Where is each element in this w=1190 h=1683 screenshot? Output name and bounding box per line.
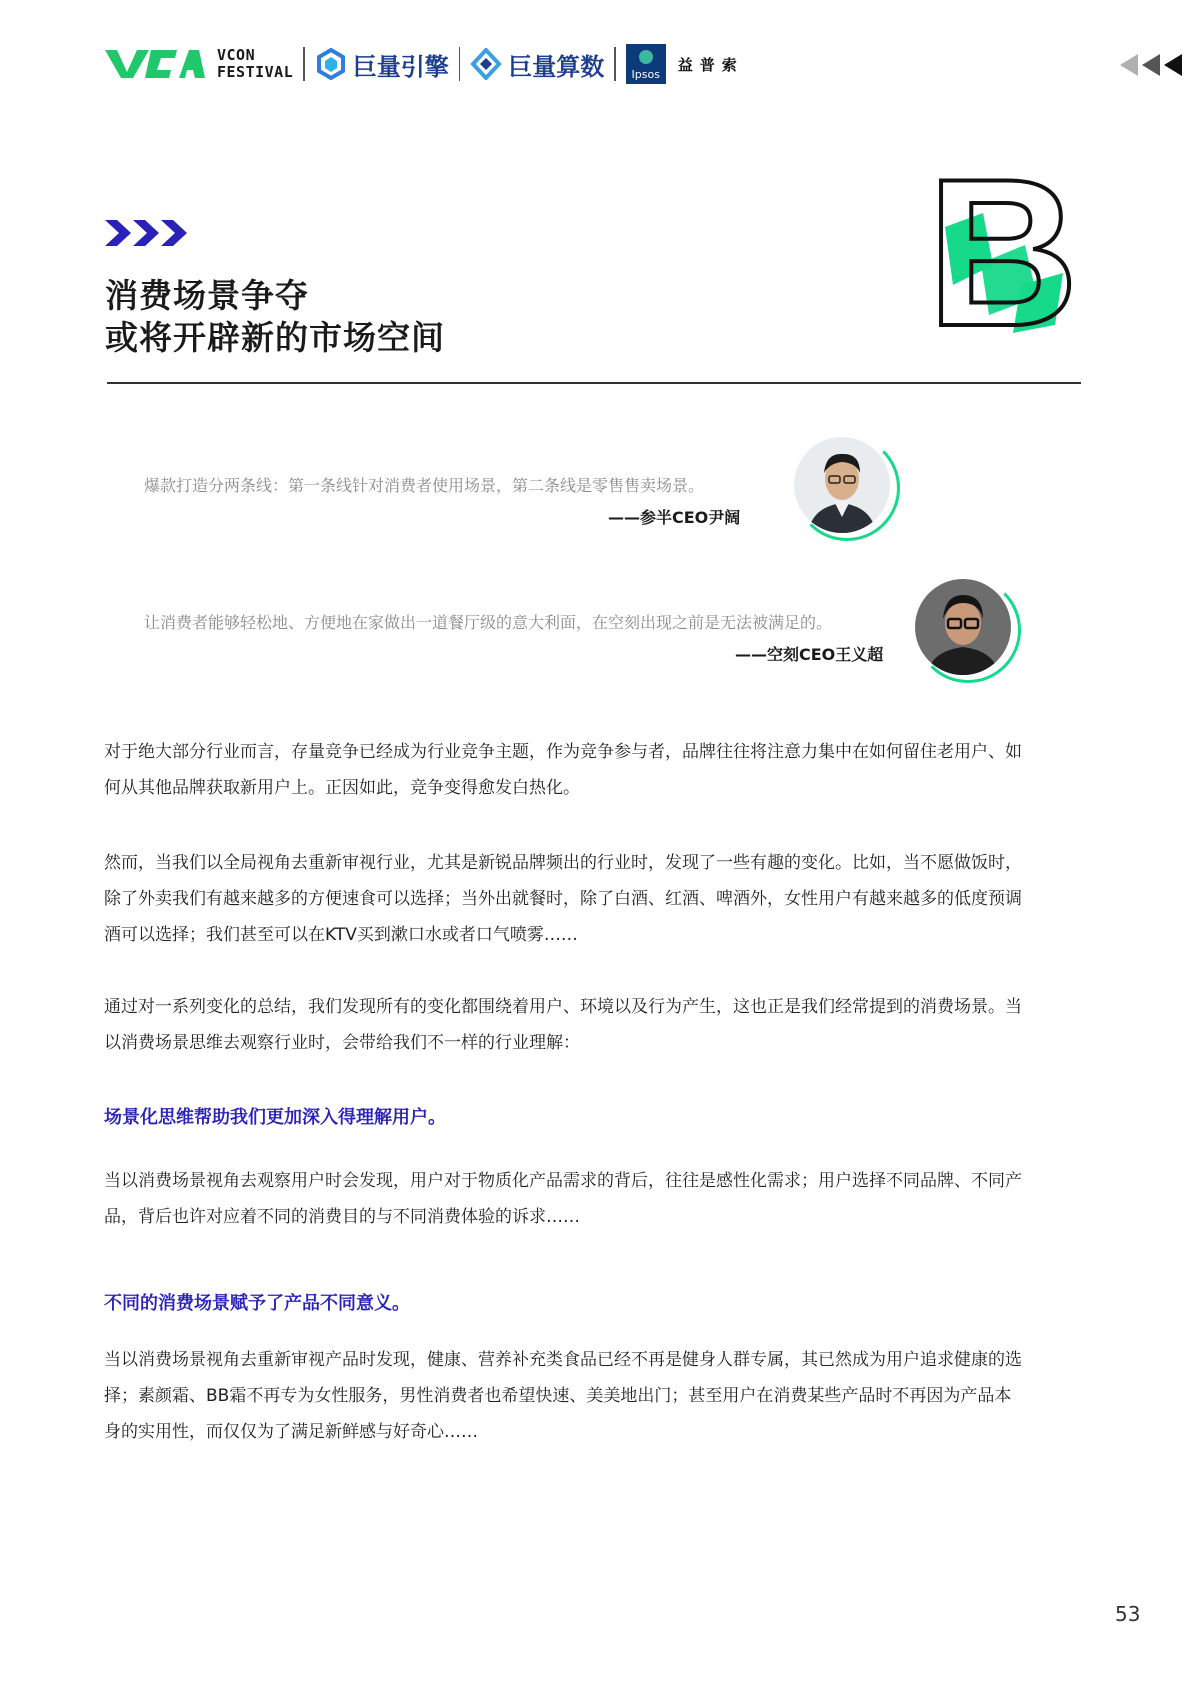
paragraph: 通过对一系列变化的总结，我们发现所有的变化都围绕着用户、环境以及行为产生，这也正是我们经常提到的消费场景。当 以消费场景思维去观察行业时，会带给我们不一样的行业理解： (104, 997, 1022, 1053)
vcon-logo-icon (105, 46, 205, 82)
person-portrait-icon (794, 437, 890, 533)
quote-text: 让消费者能够轻松地、方便地在家做出一道餐厅级的意大利面，在空刻出现之前是无法被满足的。 (144, 613, 833, 632)
person-portrait-icon (915, 579, 1011, 675)
quote-text: 爆款打造分两条线：第一条线针对消费者使用场景，第二条线是零售售卖场景。 (144, 476, 705, 495)
chevrons-icon (105, 218, 190, 248)
section-letter-b (925, 165, 1085, 340)
highlight-heading: 场景化思维帮助我们更加深入得理解用户。 (104, 1107, 446, 1128)
header-divider (614, 47, 616, 81)
brand-juliangyinqing: 巨量引擎 (315, 47, 449, 82)
paragraph: 当以消费场景视角去观察用户时会发现，用户对于物质化产品需求的背后，往往是感性化需求；用户选择不同品牌、不同产 品，背后也许对应着不同的消费目的与不同消费体验的诉求…… (104, 1171, 1022, 1227)
section-title-line1: 消费场景争夺 (105, 276, 309, 315)
svg-text:B: B (927, 165, 1079, 340)
header-logos (105, 44, 744, 84)
paragraph: 当以消费场景视角去重新审视产品时发现，健康、营养补充类食品已经不再是健身人群专属，其已然成为用户追求健康的选 择；素颜霜、BB霜不再专为女性服务，男性消费者也希望快速、美美地出门；甚至用户在消费某些产品时不再因为产品本 身的实用性，而仅仅为了满足新鲜感与好奇心…… (104, 1350, 1022, 1442)
ipsos-cn-name: 益普索 (677, 55, 744, 74)
ipsos-dot-icon (639, 50, 653, 64)
paragraph: 对于绝大部分行业而言，存量竞争已经成为行业竞争主题，作为竞争参与者，品牌往往将注意力集中在如何留住老用户、如 何从其他品牌获取新用户上。正因如此，竞争变得愈发白热化。 (104, 742, 1022, 798)
paragraph: 然而，当我们以全局视角去重新审视行业，尤其是新锐品牌频出的行业时，发现了一些有趣的变化。比如，当不愿做饭时， 除了外卖我们有越来越多的方便速食可以选择；当外出就餐时，除了白酒、红酒、啤酒外，女性用户有越来越多的低度预调 酒可以选择；我们甚至可以在KTV买到漱口水或者口气喷雾…… (104, 853, 1022, 945)
page-number: 53 (1115, 1602, 1141, 1626)
quote-attribution: ——参半CEO尹阔 (608, 508, 741, 527)
avatar-yin-kuo (794, 437, 890, 533)
back-arrows-icon (1118, 50, 1190, 80)
juliang-suanshu-icon (470, 48, 502, 80)
quote-attribution: ——空刻CEO王义超 (735, 645, 884, 664)
ipsos-logo: Ipsos (626, 44, 666, 84)
header-divider (303, 47, 305, 81)
section-title-line2: 或将开辟新的市场空间 (105, 318, 445, 357)
brand-juliangsuanshu: 巨量算数 (470, 47, 604, 82)
section-divider (107, 382, 1081, 384)
highlight-heading: 不同的消费场景赋予了产品不同意义。 (104, 1293, 410, 1314)
avatar-wang-yichao (915, 579, 1011, 675)
header-divider (459, 47, 461, 81)
festival-wordmark: VCON FESTIVAL (217, 46, 294, 81)
juliang-engine-icon (315, 48, 347, 80)
